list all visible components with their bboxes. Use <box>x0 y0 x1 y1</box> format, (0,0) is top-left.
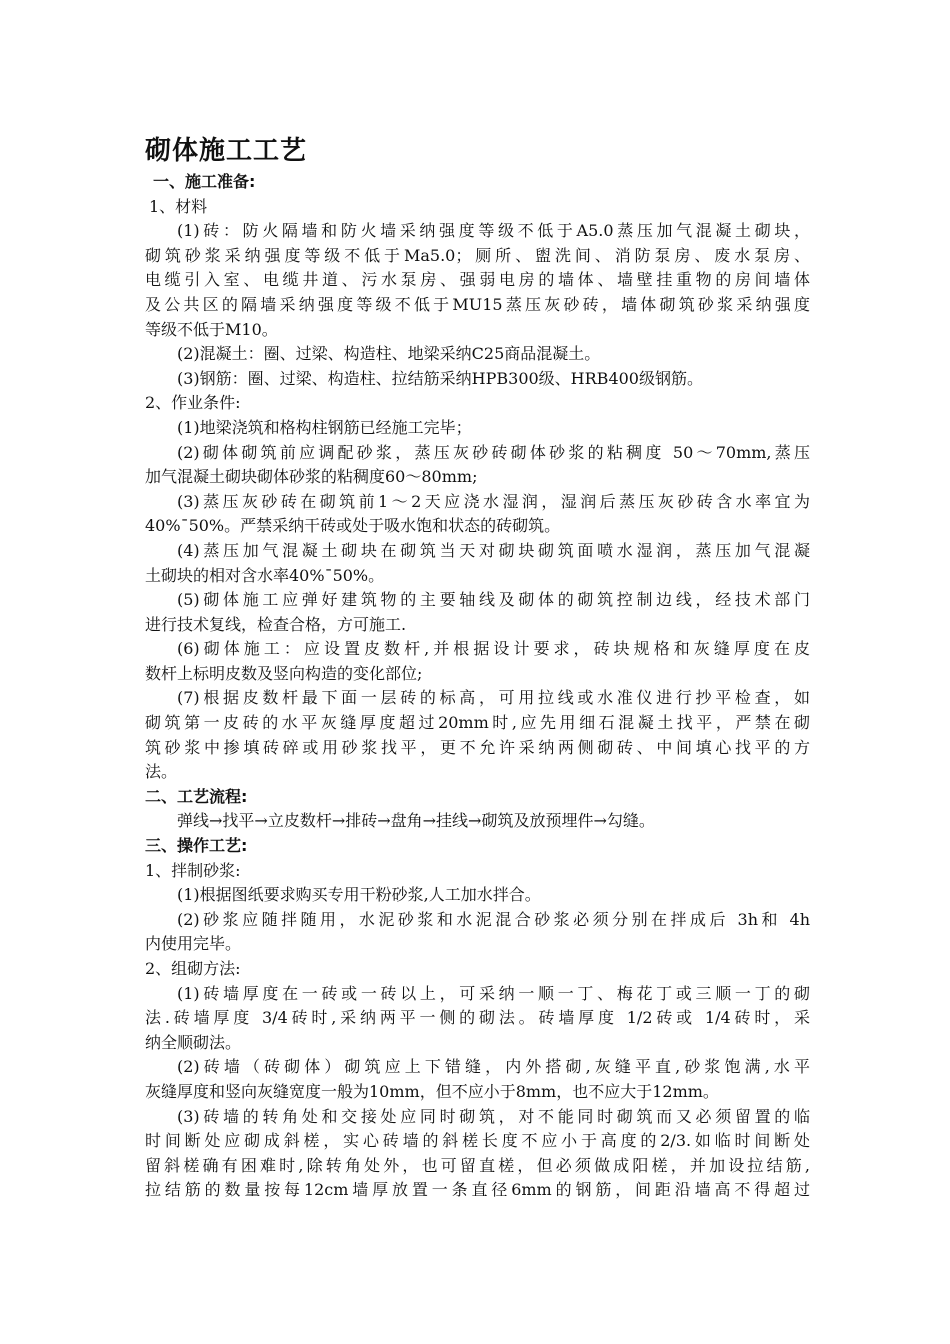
paragraph-line: (1)砖：防火隔墙和防火墙采纳强度等级不低于A5.0蒸压加气混凝土砌块， <box>177 221 810 241</box>
paragraph-line: (1)砖墙厚度在一砖或一砖以上，可采纳一顺一丁、梅花丁或三顺一丁的砌 <box>177 983 810 1003</box>
paragraph-line: 数杆上标明皮数及竖向构造的变化部位; <box>145 663 423 683</box>
document-page <box>145 132 810 1203</box>
paragraph-line: 进行技术复线，检查合格，方可施工. <box>145 614 407 634</box>
paragraph-line: (3)蒸压灰砂砖在砌筑前1～2天应浇水湿润，湿润后蒸压灰砂砖含水率宜为 <box>177 491 810 511</box>
paragraph-line: (5)砌体施工应弹好建筑物的主要轴线及砌体的砌筑控制边线，经技术部门 <box>177 590 810 610</box>
paragraph-line: 加气混凝土砌块砌体砂浆的粘稠度60～80mm; <box>145 467 478 487</box>
paragraph-line: 砌筑第一皮砖的水平灰缝厚度超过20mm时,应先用细石混凝土找平，严禁在砌 <box>145 713 810 733</box>
paragraph-line: 内使用完毕。 <box>145 934 242 954</box>
paragraph-line: (4)蒸压加气混凝土砌块在砌筑当天对砌块砌筑面喷水湿润，蒸压加气混凝 <box>177 540 810 560</box>
section-heading-preparation: 一、施工准备: <box>153 172 256 191</box>
process-flow-line: 弹线→找平→立皮数杆→排砖→盘角→挂线→砌筑及放预埋件→勾缝。 <box>177 811 655 831</box>
subsection-heading-mortar: 1、拌制砂浆: <box>145 860 241 880</box>
paragraph-line: (1)地梁浇筑和格构柱钢筋已经施工完毕； <box>177 417 472 437</box>
paragraph-line: (2)砌体砌筑前应调配砂浆，蒸压灰砂砖砌体砂浆的粘稠度 50～70mm,蒸压 <box>177 442 810 462</box>
subsection-heading-conditions: 2、作业条件: <box>145 393 241 413</box>
paragraph-line: 时间断处应砌成斜槎，实心砖墙的斜槎长度不应小于高度的2/3.如临时间断处 <box>145 1131 810 1151</box>
paragraph-line: 电缆引入室、电缆井道、污水泵房、强弱电房的墙体、墙壁挂重物的房间墙体 <box>145 270 810 290</box>
paragraph-line: 纳全顺砌法。 <box>145 1032 242 1052</box>
paragraph-line: 筑砂浆中掺填砖碎或用砂浆找平，更不允许采纳两侧砌砖、中间填心找平的方 <box>145 737 810 757</box>
paragraph-line: (7)根据皮数杆最下面一层砖的标高，可用拉线或水准仪进行抄平检查，如 <box>177 688 810 708</box>
section-heading-operations: 三、操作工艺: <box>145 836 248 856</box>
paragraph-line: 及公共区的隔墙采纳强度等级不低于MU15蒸压灰砂砖，墙体砌筑砂浆采纳强度 <box>145 294 810 314</box>
paragraph-line: (2)砂浆应随拌随用，水泥砂浆和水泥混合砂浆必须分别在拌成后 3h和 4h <box>177 909 810 929</box>
paragraph-line: (1)根据图纸要求购买专用干粉砂浆,人工加水拌合。 <box>177 885 541 905</box>
paragraph-line: 砌筑砂浆采纳强度等级不低于Ma5.0；厕所、盥洗间、消防泵房、废水泵房、 <box>145 245 810 265</box>
paragraph-line: 灰缝厚度和竖向灰缝宽度一般为10mm，但不应小于8mm，也不应大于12mm。 <box>145 1081 719 1101</box>
paragraph-line: 土砌块的相对含水率40%¯50%。 <box>145 565 385 585</box>
document-title: 砌体施工工艺 <box>145 136 308 166</box>
subsection-heading-bonding: 2、组砌方法: <box>145 959 241 978</box>
paragraph-line: 40%¯50%。严禁采纳干砖或处于吸水饱和状态的砖砌筑。 <box>145 516 561 536</box>
paragraph-line: (3)钢筋：圈、过梁、构造柱、拉结筋采纳HPB300级、HRB400级钢筋。 <box>177 368 703 388</box>
paragraph-line: (3)砖墙的转角处和交接处应同时砌筑，对不能同时砌筑而又必须留置的临 <box>177 1106 810 1126</box>
paragraph-line: (2)砖墙（砖砌体）砌筑应上下错缝，内外搭砌,灰缝平直,砂浆饱满,水平 <box>177 1057 810 1077</box>
paragraph-line: (6)砌体施工：应设置皮数杆,并根据设计要求，砖块规格和灰缝厚度在皮 <box>177 639 810 659</box>
paragraph-line: 法.砖墙厚度 3/4砖时,采纳两平一侧的砌法。砖墙厚度 1/2砖或 1/4砖时，采 <box>145 1008 810 1028</box>
paragraph-line: 拉结筋的数量按每12cm墙厚放置一条直径6mm的钢筋，间距沿墙高不得超过 <box>145 1180 810 1200</box>
paragraph-line: (2)混凝土：圈、过梁、构造柱、地梁采纳C25商品混凝土。 <box>177 344 601 364</box>
paragraph-line: 法。 <box>145 762 178 782</box>
paragraph-line: 留斜槎确有困难时,除转角处外，也可留直槎，但必须做成阳槎，并加设拉结筋, <box>145 1155 810 1175</box>
paragraph-line: 等级不低于M10。 <box>145 319 278 339</box>
section-heading-process-flow: 二、工艺流程: <box>145 786 248 806</box>
subsection-heading-materials: 1、材料 <box>149 196 208 216</box>
